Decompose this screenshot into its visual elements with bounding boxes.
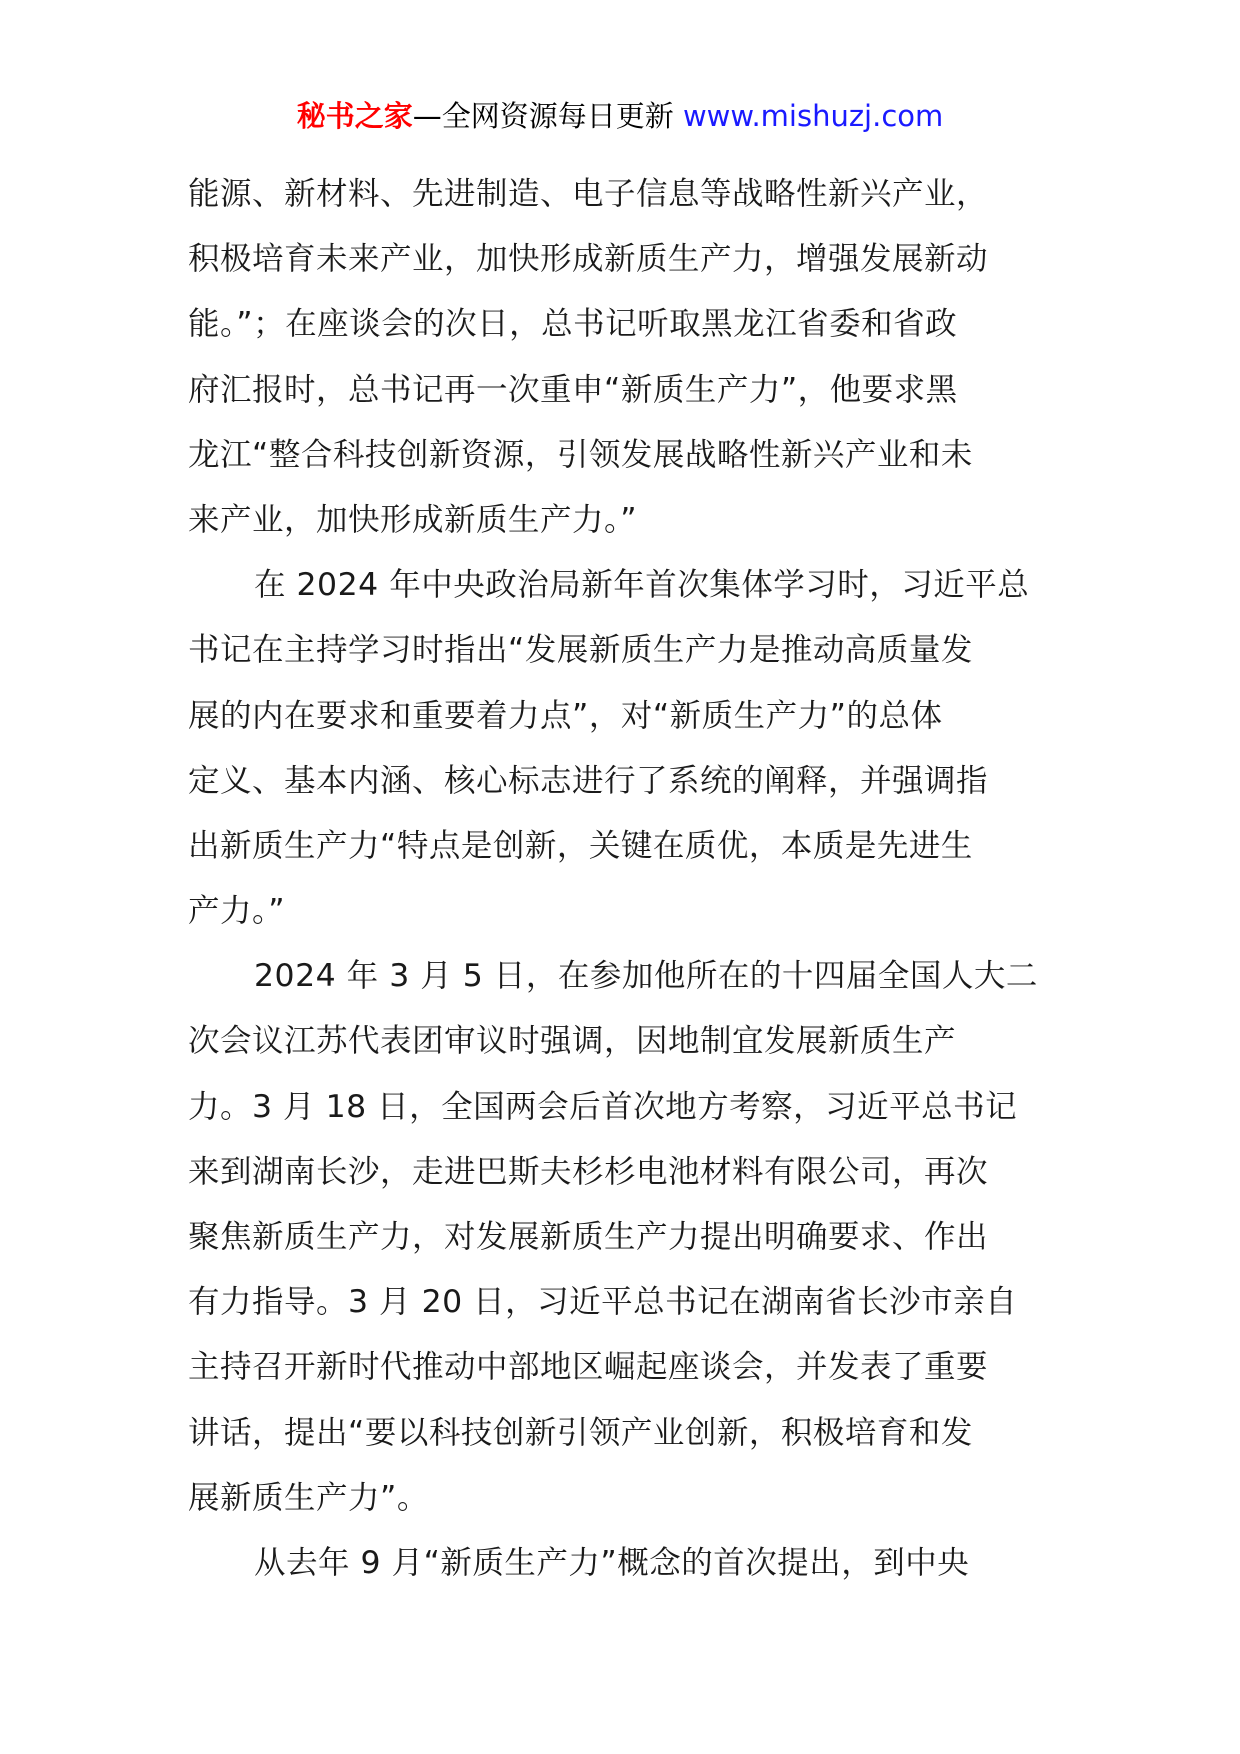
paragraph-first-line: 2024 年 3 月 5 日，在参加他所在的十四届全国人大二 [254,958,1038,995]
header-slogan: —全网资源每日更新 [412,99,674,133]
brand-name: 秘书之家 [296,99,413,133]
page-header [0,96,1240,136]
text-line: 定义、基本内涵、核心标志进行了系统的阐释，并强调指 [188,762,989,799]
website-link[interactable]: www.mishuzj.com [682,99,944,133]
text-line: 书记在主持学习时指出“发展新质生产力是推动高质量发 [188,632,973,669]
text-line: 能。”；在座谈会的次日，总书记听取黑龙江省委和省政 [188,306,958,343]
text-line: 力。3 月 18 日，全国两会后首次地方考察，习近平总书记 [188,1088,1018,1125]
text-line: 有力指导。3 月 20 日，习近平总书记在湖南省长沙市亲自 [188,1284,1018,1321]
paragraph-first-line: 从去年 9 月“新质生产力”概念的首次提出，到中央 [254,1544,970,1581]
text-line: 讲话，提出“要以科技创新引领产业创新，积极培育和发 [188,1414,973,1451]
text-line: 龙江“整合科技创新资源，引领发展战略性新兴产业和未 [188,436,973,473]
text-line: 府汇报时，总书记再一次重申“新质生产力”，他要求黑 [188,371,958,408]
text-line: 聚焦新质生产力，对发展新质生产力提出明确要求、作出 [188,1219,989,1255]
text-line: 主持召开新时代推动中部地区崛起座谈会，并发表了重要 [188,1349,989,1386]
text-line: 产力。” [188,893,286,930]
text-line: 展新质生产力”。 [188,1479,429,1516]
text-line: 展的内在要求和重要着力点”，对“新质生产力”的总体 [188,697,943,734]
text-line: 出新质生产力“特点是创新，关键在质优，本质是先进生 [188,827,973,864]
document-body [188,162,1068,1596]
text-line: 次会议江苏代表团审议时强调，因地制宜发展新质生产 [188,1023,957,1060]
text-line: 来到湖南长沙，走进巴斯夫杉杉电池材料有限公司，再次 [188,1153,989,1190]
paragraph-first-line: 在 2024 年中央政治局新年首次集体学习时，习近平总 [254,567,1030,604]
text-line: 积极培育未来产业，加快形成新质生产力，增强发展新动 [188,241,989,278]
text-line: 来产业，加快形成新质生产力。” [188,501,638,538]
text-line: 能源、新材料、先进制造、电子信息等战略性新兴产业， [188,176,989,212]
